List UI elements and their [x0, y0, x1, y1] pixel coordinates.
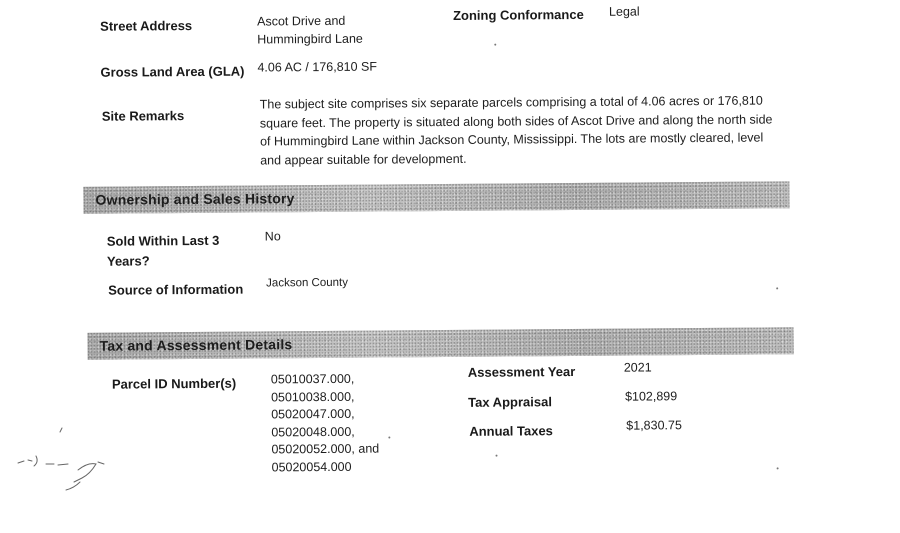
sold-within-label-line2: Years?	[106, 253, 150, 269]
assessment-year-value: 2021	[623, 360, 652, 375]
source-of-information-value: Jackson County	[266, 276, 349, 290]
zoning-conformance-value: Legal	[608, 4, 640, 19]
assessment-year-label: Assessment Year	[467, 364, 576, 380]
scribble-mark	[46, 464, 68, 465]
scribble-mark	[98, 462, 104, 464]
site-remarks-text: The subject site comprises six separate parcels comprising a total of 4.06 acres or 176,810 square feet. The property is situated along both sides of Ascot Drive and along the north side of Hummingbird Lane within Jackson County, Mississippi. The lots are mostly cleared, level and appear suitable for development.	[259, 93, 773, 167]
gross-land-area-value: 4.06 AC / 176,810 SF	[257, 59, 378, 75]
tax-section-title: Tax and Assessment Details	[99, 336, 293, 354]
parcel-id-item: 05020054.000	[271, 459, 352, 474]
street-address-value-line2: Hummingbird Lane	[257, 31, 363, 47]
scribble-mark	[18, 460, 32, 463]
sold-within-value: No	[264, 229, 281, 244]
parcel-id-item: 05020047.000,	[271, 406, 355, 422]
tax-appraisal-label: Tax Appraisal	[468, 394, 552, 410]
parcel-id-label: Parcel ID Number(s)	[111, 375, 237, 392]
source-of-information-label: Source of Information	[108, 281, 244, 298]
zoning-conformance-label: Zoning Conformance	[452, 6, 584, 23]
tax-appraisal-value: $102,899	[624, 389, 678, 404]
scribble-mark	[60, 428, 62, 432]
annual-taxes-value: $1,830.75	[626, 418, 682, 433]
parcel-id-item: 05010037.000,	[270, 371, 355, 387]
ownership-section-title: Ownership and Sales History	[95, 190, 295, 208]
scribble-mark	[34, 456, 37, 466]
parcel-id-item: 05020048.000,	[271, 424, 355, 439]
sold-within-label-line1: Sold Within Last 3	[106, 232, 220, 249]
parcel-id-item: 05010038.000,	[270, 389, 355, 404]
parcel-id-item: 05020052.000, and	[271, 441, 380, 457]
annual-taxes-label: Annual Taxes	[469, 423, 553, 439]
street-address-label: Street Address	[100, 18, 193, 34]
scribble-mark	[66, 482, 80, 490]
street-address-value-line1: Ascot Drive and	[257, 13, 346, 29]
site-remarks-label: Site Remarks	[101, 108, 185, 124]
gross-land-area-label: Gross Land Area (GLA)	[100, 63, 245, 80]
scribble-mark	[74, 464, 96, 482]
